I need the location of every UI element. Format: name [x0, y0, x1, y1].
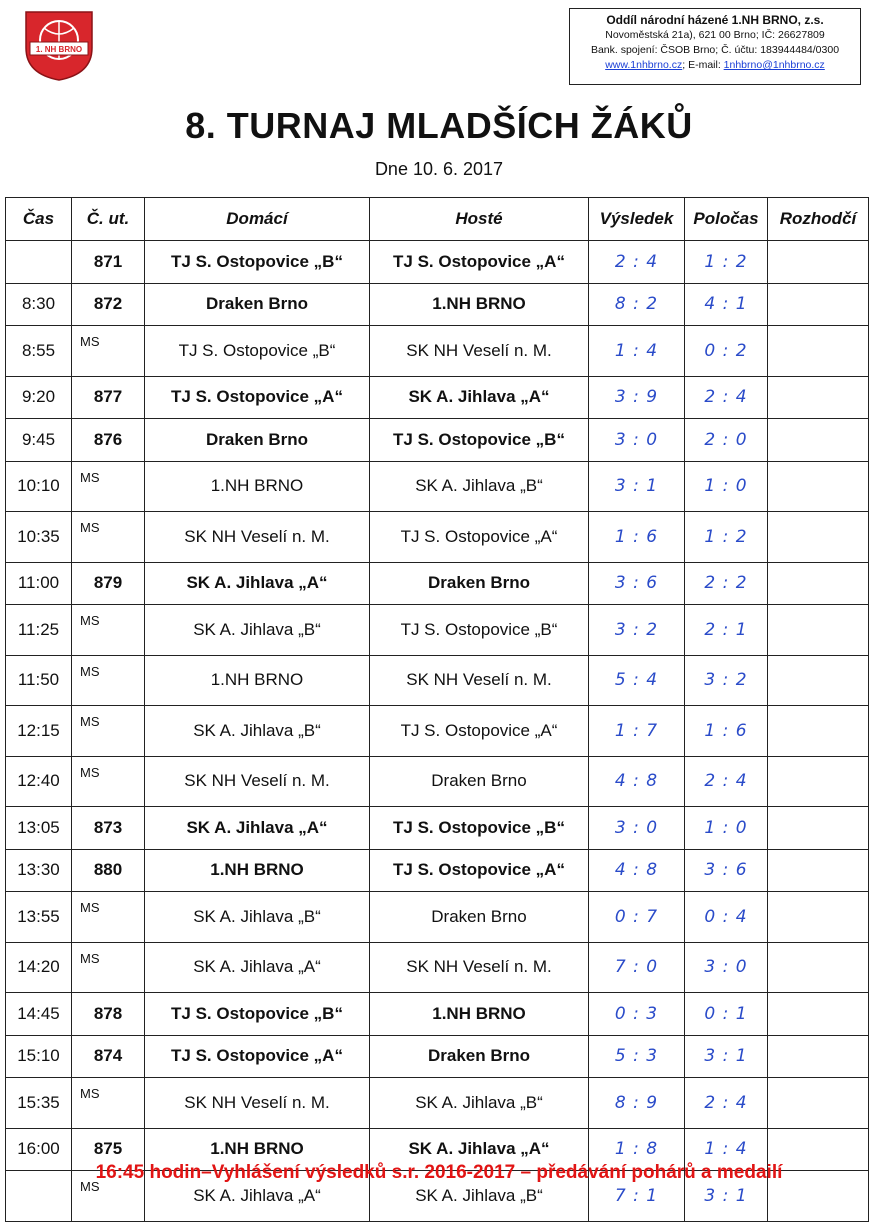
- column-header: Hosté: [370, 198, 589, 241]
- match-time: 11:25: [6, 605, 72, 656]
- match-time: 11:50: [6, 655, 72, 706]
- match-number: 871: [72, 241, 145, 284]
- referee: [768, 326, 869, 377]
- match-number: 879: [72, 562, 145, 605]
- result-score: 3 : 0: [589, 807, 685, 850]
- result-score: 1 : 6: [589, 512, 685, 563]
- match-number: MS: [72, 942, 145, 993]
- email-link[interactable]: 1nhbrno@1nhbrno.cz: [723, 59, 825, 71]
- org-contacts: [570, 58, 860, 73]
- referee: [768, 241, 869, 284]
- match-time: 13:55: [6, 892, 72, 943]
- result-score: 3 : 2: [589, 605, 685, 656]
- away-team: Draken Brno: [370, 1035, 589, 1078]
- halftime-score: 2 : 0: [685, 419, 768, 462]
- halftime-score: 0 : 4: [685, 892, 768, 943]
- match-number: 872: [72, 283, 145, 326]
- result-score: 1 : 4: [589, 326, 685, 377]
- match-number: MS: [72, 706, 145, 757]
- table-row: [6, 942, 869, 993]
- result-score: 3 : 0: [589, 419, 685, 462]
- table-row: [6, 562, 869, 605]
- home-team: SK A. Jihlava „A“: [145, 807, 370, 850]
- table-row: [6, 461, 869, 512]
- result-score: 0 : 3: [589, 993, 685, 1036]
- away-team: TJ S. Ostopovice „A“: [370, 849, 589, 892]
- result-score: 5 : 4: [589, 655, 685, 706]
- referee: [768, 461, 869, 512]
- referee: [768, 562, 869, 605]
- home-team: TJ S. Ostopovice „A“: [145, 1035, 370, 1078]
- table-row: [6, 993, 869, 1036]
- referee: [768, 1078, 869, 1129]
- schedule-body: [6, 241, 869, 1222]
- match-time: 13:30: [6, 849, 72, 892]
- halftime-score: 3 : 1: [685, 1171, 768, 1222]
- away-team: TJ S. Ostopovice „A“: [370, 241, 589, 284]
- away-team: SK A. Jihlava „A“: [370, 376, 589, 419]
- match-time: 13:05: [6, 807, 72, 850]
- referee: [768, 376, 869, 419]
- match-time: 12:15: [6, 706, 72, 757]
- result-score: 7 : 0: [589, 942, 685, 993]
- home-team: SK A. Jihlava „B“: [145, 892, 370, 943]
- match-number: MS: [72, 605, 145, 656]
- halftime-score: 0 : 1: [685, 993, 768, 1036]
- match-number: 875: [72, 1128, 145, 1171]
- web-link[interactable]: www.1nhbrno.cz: [605, 59, 683, 71]
- away-team: SK A. Jihlava „A“: [370, 1128, 589, 1171]
- halftime-score: 0 : 2: [685, 326, 768, 377]
- email-label: ; E-mail:: [682, 59, 724, 71]
- match-time: 9:45: [6, 419, 72, 462]
- tournament-date: Dne 10. 6. 2017: [374, 159, 504, 179]
- match-number: MS: [72, 326, 145, 377]
- away-team: Draken Brno: [370, 756, 589, 807]
- match-time: 12:40: [6, 756, 72, 807]
- halftime-score: 1 : 2: [685, 241, 768, 284]
- home-team: SK A. Jihlava „B“: [145, 706, 370, 757]
- away-team: SK NH Veselí n. M.: [370, 655, 589, 706]
- referee: [768, 756, 869, 807]
- halftime-score: 1 : 0: [685, 807, 768, 850]
- away-team: TJ S. Ostopovice „B“: [370, 807, 589, 850]
- result-score: 1 : 8: [589, 1128, 685, 1171]
- home-team: 1.NH BRNO: [145, 1128, 370, 1171]
- table-row: [6, 241, 869, 284]
- table-row: [6, 706, 869, 757]
- halftime-score: 2 : 1: [685, 605, 768, 656]
- match-number: MS: [72, 892, 145, 943]
- match-time: 14:20: [6, 942, 72, 993]
- away-team: TJ S. Ostopovice „A“: [370, 706, 589, 757]
- column-header: Rozhodčí: [768, 198, 869, 241]
- match-time: 16:00: [6, 1128, 72, 1171]
- home-team: SK NH Veselí n. M.: [145, 512, 370, 563]
- home-team: Draken Brno: [145, 419, 370, 462]
- home-team: SK A. Jihlava „A“: [145, 1171, 370, 1222]
- home-team: 1.NH BRNO: [145, 655, 370, 706]
- referee: [768, 942, 869, 993]
- away-team: TJ S. Ostopovice „B“: [370, 605, 589, 656]
- away-team: Draken Brno: [370, 562, 589, 605]
- table-row: [6, 655, 869, 706]
- home-team: SK NH Veselí n. M.: [145, 756, 370, 807]
- halftime-score: 1 : 6: [685, 706, 768, 757]
- result-score: 7 : 1: [589, 1171, 685, 1222]
- org-address: Novoměstská 21a), 621 00 Brno; IČ: 26627809: [605, 29, 825, 41]
- match-number: MS: [72, 756, 145, 807]
- match-number: MS: [72, 512, 145, 563]
- club-logo: [22, 8, 96, 82]
- match-time: 10:10: [6, 461, 72, 512]
- result-score: 2 : 4: [589, 241, 685, 284]
- match-time: 10:35: [6, 512, 72, 563]
- halftime-score: 4 : 1: [685, 283, 768, 326]
- column-header: Čas: [6, 198, 72, 241]
- table-row: [6, 283, 869, 326]
- halftime-score: 1 : 2: [685, 512, 768, 563]
- referee: [768, 655, 869, 706]
- result-score: 3 : 1: [589, 461, 685, 512]
- match-number: 873: [72, 807, 145, 850]
- halftime-score: 3 : 1: [685, 1035, 768, 1078]
- match-time: 8:30: [6, 283, 72, 326]
- match-time: [6, 241, 72, 284]
- home-team: 1.NH BRNO: [145, 461, 370, 512]
- table-row: [6, 756, 869, 807]
- referee: [768, 807, 869, 850]
- match-time: 9:20: [6, 376, 72, 419]
- result-score: 4 : 8: [589, 756, 685, 807]
- match-time: 11:00: [6, 562, 72, 605]
- result-score: 4 : 8: [589, 849, 685, 892]
- result-score: 8 : 9: [589, 1078, 685, 1129]
- halftime-score: 2 : 4: [685, 756, 768, 807]
- halftime-score: 1 : 4: [685, 1128, 768, 1171]
- away-team: SK A. Jihlava „B“: [370, 461, 589, 512]
- match-number: MS: [72, 461, 145, 512]
- halftime-score: 2 : 4: [685, 1078, 768, 1129]
- organization-info: [569, 8, 861, 85]
- org-bank: Bank. spojení: ČSOB Brno; Č. účtu: 183944484/0300: [590, 44, 840, 56]
- table-header-row: [6, 198, 869, 241]
- home-team: TJ S. Ostopovice „A“: [145, 376, 370, 419]
- home-team: SK A. Jihlava „B“: [145, 605, 370, 656]
- referee: [768, 605, 869, 656]
- referee: [768, 283, 869, 326]
- referee: [768, 993, 869, 1036]
- result-score: 8 : 2: [589, 283, 685, 326]
- home-team: SK NH Veselí n. M.: [145, 1078, 370, 1129]
- logo-text: 1. NH BRNO: [35, 45, 83, 54]
- referee: [768, 419, 869, 462]
- table-row: [6, 849, 869, 892]
- match-number: MS: [72, 655, 145, 706]
- match-time: 15:10: [6, 1035, 72, 1078]
- result-score: 1 : 7: [589, 706, 685, 757]
- home-team: SK A. Jihlava „A“: [145, 942, 370, 993]
- table-row: [6, 419, 869, 462]
- referee: [768, 512, 869, 563]
- match-number: MS: [72, 1171, 145, 1222]
- home-team: 1.NH BRNO: [145, 849, 370, 892]
- referee: [768, 706, 869, 757]
- halftime-score: 1 : 0: [685, 461, 768, 512]
- result-score: 3 : 9: [589, 376, 685, 419]
- away-team: SK NH Veselí n. M.: [370, 326, 589, 377]
- home-team: SK A. Jihlava „A“: [145, 562, 370, 605]
- result-score: 5 : 3: [589, 1035, 685, 1078]
- away-team: 1.NH BRNO: [370, 993, 589, 1036]
- referee: [768, 892, 869, 943]
- match-number: 874: [72, 1035, 145, 1078]
- column-header: Č. ut.: [72, 198, 145, 241]
- away-team: SK A. Jihlava „B“: [370, 1078, 589, 1129]
- away-team: TJ S. Ostopovice „B“: [370, 419, 589, 462]
- halftime-score: 2 : 2: [685, 562, 768, 605]
- match-number: 877: [72, 376, 145, 419]
- away-team: SK NH Veselí n. M.: [370, 942, 589, 993]
- referee: [768, 849, 869, 892]
- match-number: 880: [72, 849, 145, 892]
- match-number: 876: [72, 419, 145, 462]
- column-header: Výsledek: [589, 198, 685, 241]
- table-row: [6, 376, 869, 419]
- table-row: [6, 1078, 869, 1129]
- match-time: 14:45: [6, 993, 72, 1036]
- halftime-score: 2 : 4: [685, 376, 768, 419]
- match-time: 8:55: [6, 326, 72, 377]
- halftime-score: 3 : 0: [685, 942, 768, 993]
- table-row: [6, 1035, 869, 1078]
- match-time: 15:35: [6, 1078, 72, 1129]
- home-team: TJ S. Ostopovice „B“: [145, 993, 370, 1036]
- footer-announcement: 16:45 hodin–Vyhlášení výsledků s.r. 2016-2017 – předávání pohárů a medailí: [95, 1162, 783, 1183]
- halftime-score: 3 : 6: [685, 849, 768, 892]
- page-title: 8. TURNAJ MLADŠÍCH ŽÁKŮ: [185, 105, 693, 146]
- column-header: Poločas: [685, 198, 768, 241]
- schedule-table: [5, 197, 869, 1222]
- table-row: [6, 512, 869, 563]
- away-team: 1.NH BRNO: [370, 283, 589, 326]
- column-header: Domácí: [145, 198, 370, 241]
- table-row: [6, 892, 869, 943]
- referee: [768, 1035, 869, 1078]
- result-score: 0 : 7: [589, 892, 685, 943]
- match-number: MS: [72, 1078, 145, 1129]
- away-team: SK A. Jihlava „B“: [370, 1171, 589, 1222]
- away-team: TJ S. Ostopovice „A“: [370, 512, 589, 563]
- org-name: Oddíl národní házené 1.NH BRNO, z.s.: [606, 13, 824, 27]
- home-team: Draken Brno: [145, 283, 370, 326]
- away-team: Draken Brno: [370, 892, 589, 943]
- home-team: TJ S. Ostopovice „B“: [145, 241, 370, 284]
- halftime-score: 3 : 2: [685, 655, 768, 706]
- home-team: TJ S. Ostopovice „B“: [145, 326, 370, 377]
- table-row: [6, 326, 869, 377]
- table-row: [6, 807, 869, 850]
- result-score: 3 : 6: [589, 562, 685, 605]
- table-row: [6, 605, 869, 656]
- match-number: 878: [72, 993, 145, 1036]
